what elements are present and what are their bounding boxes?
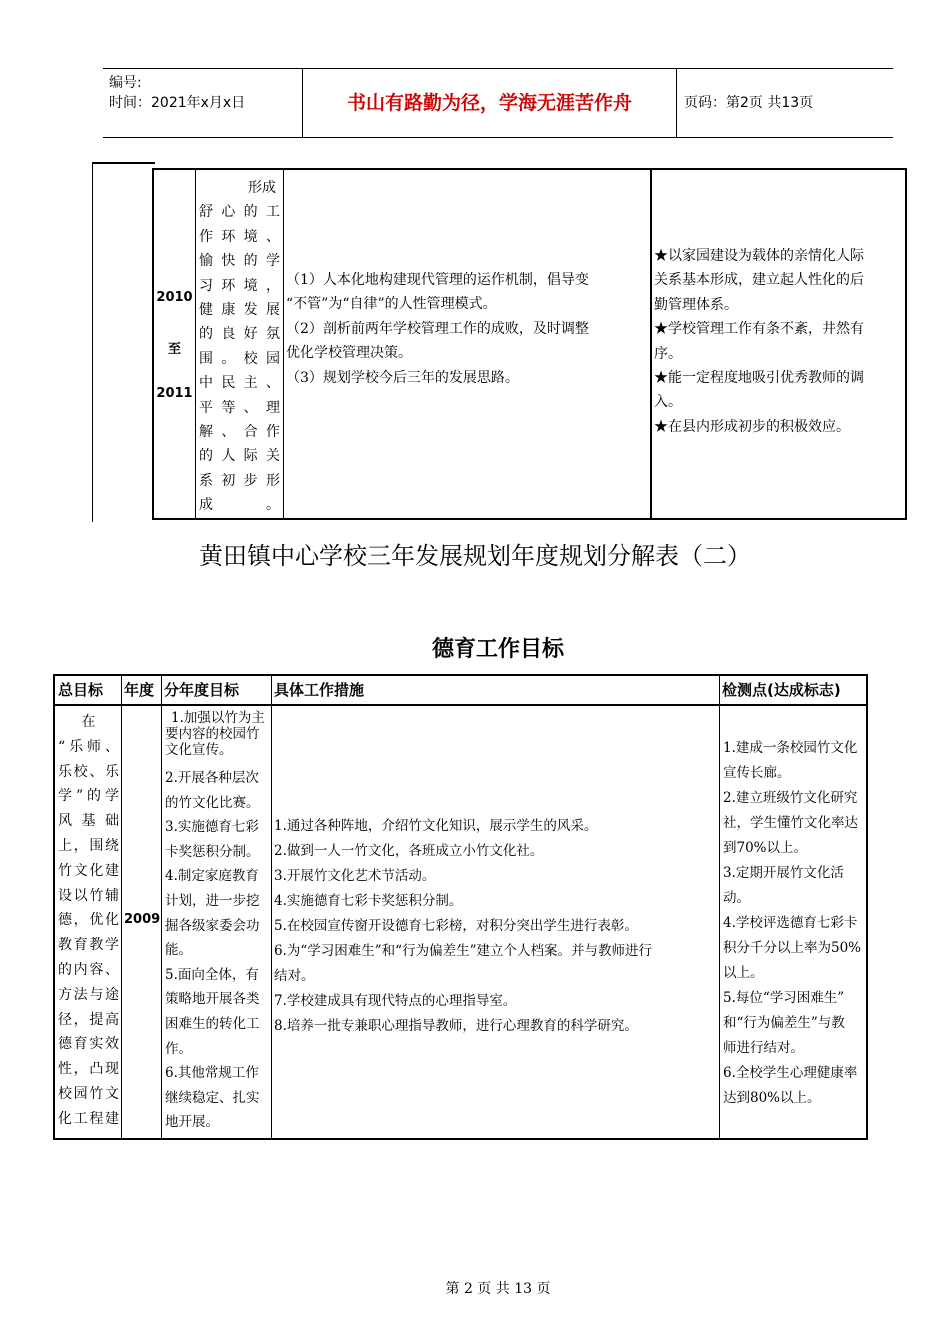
year-end: 2011 [156, 386, 193, 401]
goal-line: 德，优化 [58, 912, 119, 929]
checkpoint-line: 勤管理体系。 [654, 296, 738, 313]
annual-goal-line: 文化宣传。 [165, 742, 233, 758]
annual-goal-line: 3.实施德育七彩 [165, 819, 259, 836]
measure-line: 6.为“学习困难生”和“行为偏差生”建立个人档案。并与教师进行 [274, 943, 652, 959]
measure-line: 优化学校管理决策。 [286, 345, 412, 362]
goal-line: 风基础 [58, 813, 119, 830]
annual-goal-line: 地开展。 [165, 1114, 219, 1131]
checkpoint-line: 关系基本形成，建立起人性化的后 [654, 272, 864, 289]
measures-cell [271, 814, 721, 1039]
goal-line: “乐师、 [58, 738, 119, 755]
checkpoints-cell [652, 170, 905, 518]
measure-line: 2.做到一人一竹文化，各班成立小竹文化社。 [274, 843, 544, 859]
table-top-border [92, 162, 155, 164]
goal-line: 中民主、 [199, 375, 280, 392]
header-checkpoints: 检测点(达成标志) [722, 681, 841, 699]
checkpoint-line: 入。 [654, 394, 682, 411]
goal-line: 习环境， [199, 277, 280, 294]
goal-line: 性，凸现 [58, 1061, 119, 1078]
checkpoint-line: 积分千分以上率为50% [723, 940, 862, 956]
checkpoint-line: 和“行为偏差生”与教 [723, 1015, 845, 1031]
goal-line: 的人际关 [199, 448, 280, 465]
page-footer: 第 2 页 共 13 页 [445, 1281, 551, 1297]
measure-line: 5.在校园宣传窗开设德育七彩榜，对积分突出学生进行表彰。 [274, 918, 638, 934]
annual-goal-line: 计划，进一步挖 [165, 892, 260, 909]
checkpoint-line: ★以家园建设为载体的亲情化人际 [654, 248, 864, 264]
checkpoint-line: 师进行结对。 [723, 1040, 804, 1056]
goal-line: 形成 [248, 180, 276, 196]
year-start: 2010 [156, 290, 193, 305]
header-motto: 书山有路勤为径，学海无涯苦作舟 [303, 69, 677, 137]
checkpoint-line: 社，学生懂竹文化率达 [723, 815, 858, 831]
checkpoint-line: 2.建立班级竹文化研究 [723, 790, 858, 806]
checkpoint-line: 5.每位“学习困难生” [723, 990, 845, 1006]
annual-goal-line: 1.加强以竹为主 [171, 710, 265, 726]
measure-line: 3.开展竹文化艺术节活动。 [274, 868, 436, 884]
goal-line: 设以竹辅 [58, 887, 119, 904]
checkpoint-line: 序。 [654, 345, 682, 362]
checkpoint-line: 以上。 [723, 965, 764, 981]
checkpoint-line: 4.学校评选德育七彩卡 [723, 915, 858, 931]
section-title: 德育工作目标 [431, 637, 564, 662]
header-overall-goal: 总目标 [58, 681, 104, 699]
time-label: 时间：2021年x月x日 [109, 95, 246, 111]
annual-goal-line: 策略地开展各类 [165, 991, 260, 1008]
goal-line: 的内容、 [58, 961, 119, 978]
moral-education-table [53, 674, 868, 1140]
measure-line: 8.培养一批专兼职心理指导教师，进行心理教育的科学研究。 [274, 1018, 638, 1034]
goal-line: 教育教学 [58, 937, 119, 954]
header-year: 年度 [124, 681, 155, 699]
annual-goal-line: 卡奖惩积分制。 [165, 843, 260, 860]
annual-goal-line: 作。 [165, 1040, 192, 1057]
goal-line: 在 [81, 714, 96, 730]
header-measures: 具体工作措施 [274, 681, 365, 699]
goal-line: 化工程建 [58, 1110, 119, 1127]
annual-goal-line: 5.面向全体，有 [165, 966, 259, 983]
annual-goal-line: 要内容的校园竹 [165, 726, 260, 742]
goal-cell [196, 170, 284, 518]
goal-line: 健康发展 [199, 302, 280, 319]
goal-line: 上，围绕 [58, 837, 119, 854]
goal-line: 竹文化建 [58, 862, 119, 879]
annual-goal-line: 4.制定家庭教育 [165, 868, 259, 885]
checkpoint-line: ★在县内形成初步的积极效应。 [654, 418, 850, 435]
goal-line: 学”的学 [58, 788, 119, 805]
goal-line: 方法与途 [58, 986, 119, 1003]
goal-line: 解、合作 [199, 424, 280, 441]
header-annual-goal: 分年度目标 [164, 681, 240, 699]
checkpoint-line: 宣传长廊。 [723, 765, 791, 781]
document-title: 黄田镇中心学校三年发展规划年度规划分解表（二） [199, 542, 751, 570]
goal-line: 平等、理 [199, 399, 280, 416]
overall-goal-cell [55, 706, 121, 1132]
goal-line: 围。校园 [199, 350, 280, 367]
checkpoint-line: 到70%以上。 [723, 840, 808, 856]
checkpoint-line: ★学校管理工作有条不紊，井然有 [654, 321, 864, 338]
table-left-border [92, 162, 93, 522]
annual-goal-cell [161, 706, 271, 1135]
goal-line: 作环境、 [199, 228, 280, 245]
checkpoint-line: 3.定期开展竹文化活 [723, 865, 844, 881]
measure-line: 1.通过各种阵地，介绍竹文化知识，展示学生的风采。 [274, 818, 598, 834]
checkpoint-line: 动。 [723, 890, 750, 906]
measure-line: （3）规划学校今后三年的发展思路。 [286, 369, 519, 386]
measure-line: 4.实施德育七彩卡奖惩积分制。 [274, 893, 463, 909]
measure-line: 结对。 [274, 968, 315, 984]
goal-line: 德育实效 [58, 1036, 119, 1053]
checkpoint-line: 达到80%以上。 [723, 1090, 821, 1106]
year-cell [154, 170, 196, 518]
measure-line: （1）人本化地构建现代管理的运作机制，倡导变 [286, 272, 589, 288]
measure-line: 7.学校建成具有现代特点的心理指导室。 [274, 993, 517, 1009]
goal-line: 径，提高 [58, 1011, 119, 1028]
header-page-label: 页码：第2页 共13页 [684, 95, 814, 111]
year-to: 至 [167, 342, 181, 357]
checkpoint-line: 6.全校学生心理健康率 [723, 1065, 858, 1081]
annual-goal-line: 6.其他常规工作 [165, 1065, 259, 1082]
annual-goal-line: 2.开展各种层次 [165, 770, 259, 786]
header-meta [103, 69, 303, 137]
checkpoint-line: ★能一定程度地吸引优秀教师的调 [654, 370, 864, 387]
plan-table-continued [152, 168, 907, 520]
annual-goal-line: 的竹文化比赛。 [165, 794, 260, 811]
goal-line: 系初步形 [199, 472, 280, 489]
table-header-row [55, 676, 866, 706]
goal-line: 校园竹文 [58, 1085, 119, 1102]
goal-line: 愉快的学 [199, 253, 280, 270]
measures-cell [284, 170, 652, 518]
checkpoints-cell [721, 736, 867, 1111]
goal-line: 舒心的工 [199, 204, 280, 221]
year-cell: 2009 [124, 912, 161, 927]
page-header [103, 68, 893, 138]
measure-line: （2）剖析前两年学校管理工作的成败，及时调整 [286, 320, 589, 337]
goal-line: 乐校、乐 [58, 763, 119, 780]
annual-goal-line: 继续稳定、扎实 [165, 1089, 260, 1106]
annual-goal-line: 能。 [165, 942, 192, 959]
measure-line: “不管”为“自律”的人性管理模式。 [286, 296, 497, 313]
goal-line: 的良好氛 [199, 326, 280, 343]
checkpoint-line: 1.建成一条校园竹文化 [723, 740, 858, 756]
annual-goal-line: 困难生的转化工 [165, 1015, 260, 1032]
annual-goal-line: 掘各级家委会功 [165, 917, 260, 934]
goal-line: 成。 [199, 497, 280, 514]
number-label: 编号: [109, 75, 142, 91]
